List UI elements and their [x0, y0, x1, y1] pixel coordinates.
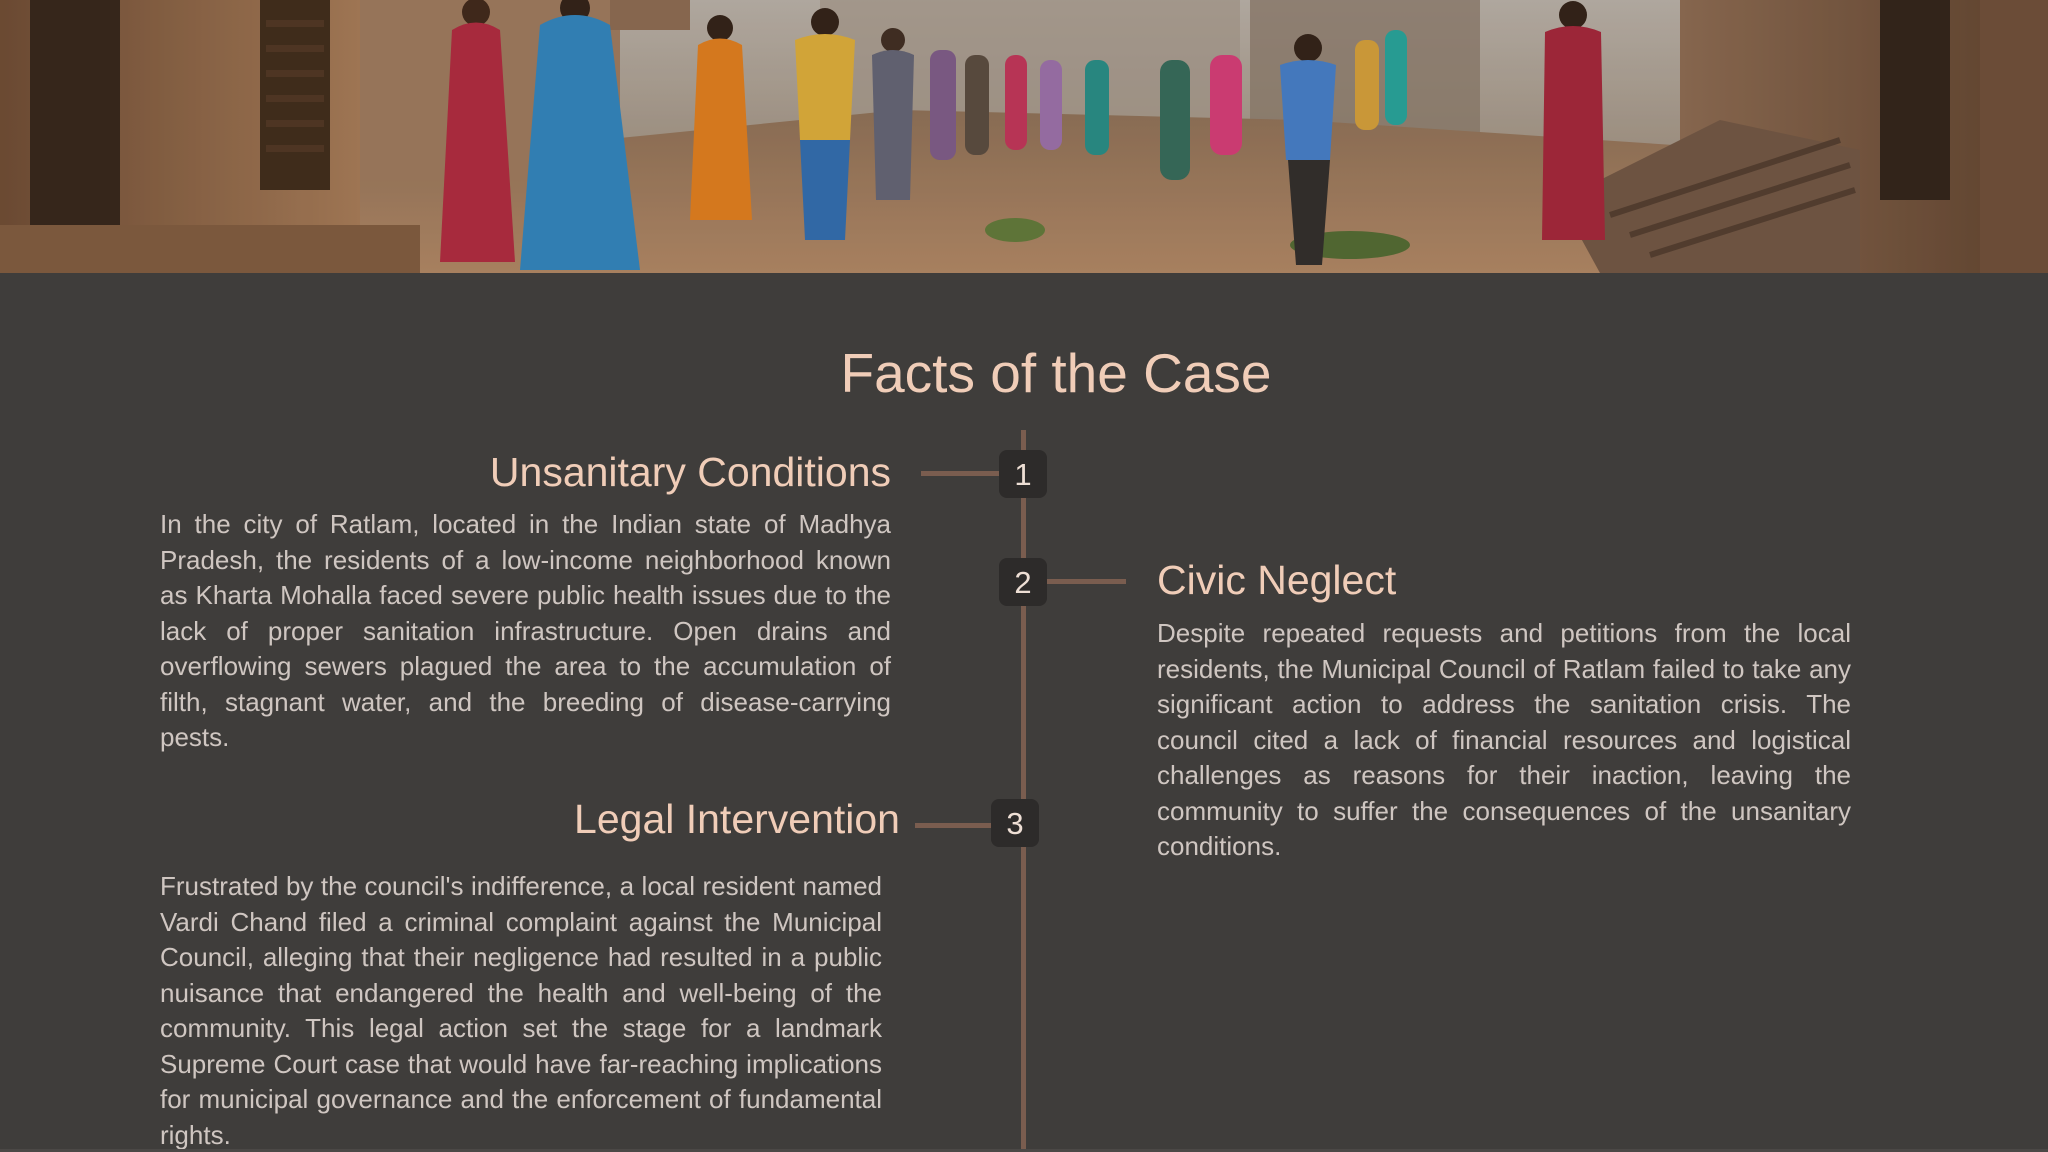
- item-body: Despite repeated requests and petitions from the local residents, the Municipal Council of Ratlam failed to take any significant action to address the sanitation crisis. The council cited a lack of financial resources and logistical challenges as reasons for their inaction, leaving the community to suffer the consequences of the unsanitary conditions.: [1157, 618, 1851, 861]
- timeline-connector: [1046, 579, 1126, 584]
- timeline-marker: 1: [999, 450, 1047, 498]
- banner-image: [0, 0, 2048, 273]
- item-body: In the city of Ratlam, located in the Indian state of Madhya Pradesh, the residents of a low-income neighborhood known as Kharta Mohalla faced severe public health issues due to the lack of proper sanitation infrastructure. Open drains and overflowing sewers plagued the area to the accumulation of filth, stagnant water, and the breeding of disease-carrying pests.: [160, 509, 891, 752]
- street-scene-illustration: [0, 0, 2048, 273]
- item-heading: Unsanitary Conditions: [489, 449, 891, 495]
- timeline-marker: 3: [991, 799, 1039, 847]
- timeline-marker: 2: [999, 558, 1047, 606]
- slide-title: Facts of the Case: [840, 342, 1272, 404]
- item-body: Frustrated by the council's indifference, a local resident named Vardi Chand filed a criminal complaint against the Municipal Council, alleging that their negligence had resulted in a public nuisance that endangered the health and well-being of the community. This legal action set the stage for a landmark Supreme Court case that would have far-reaching implications for municipal governance and the enforcement of fundamental rights.: [160, 871, 882, 1150]
- item-heading: Civic Neglect: [1157, 557, 1397, 603]
- timeline-connector: [921, 471, 1001, 476]
- item-heading: Legal Intervention: [574, 796, 900, 842]
- timeline-line: [1021, 430, 1026, 1152]
- timeline-connector: [915, 823, 995, 828]
